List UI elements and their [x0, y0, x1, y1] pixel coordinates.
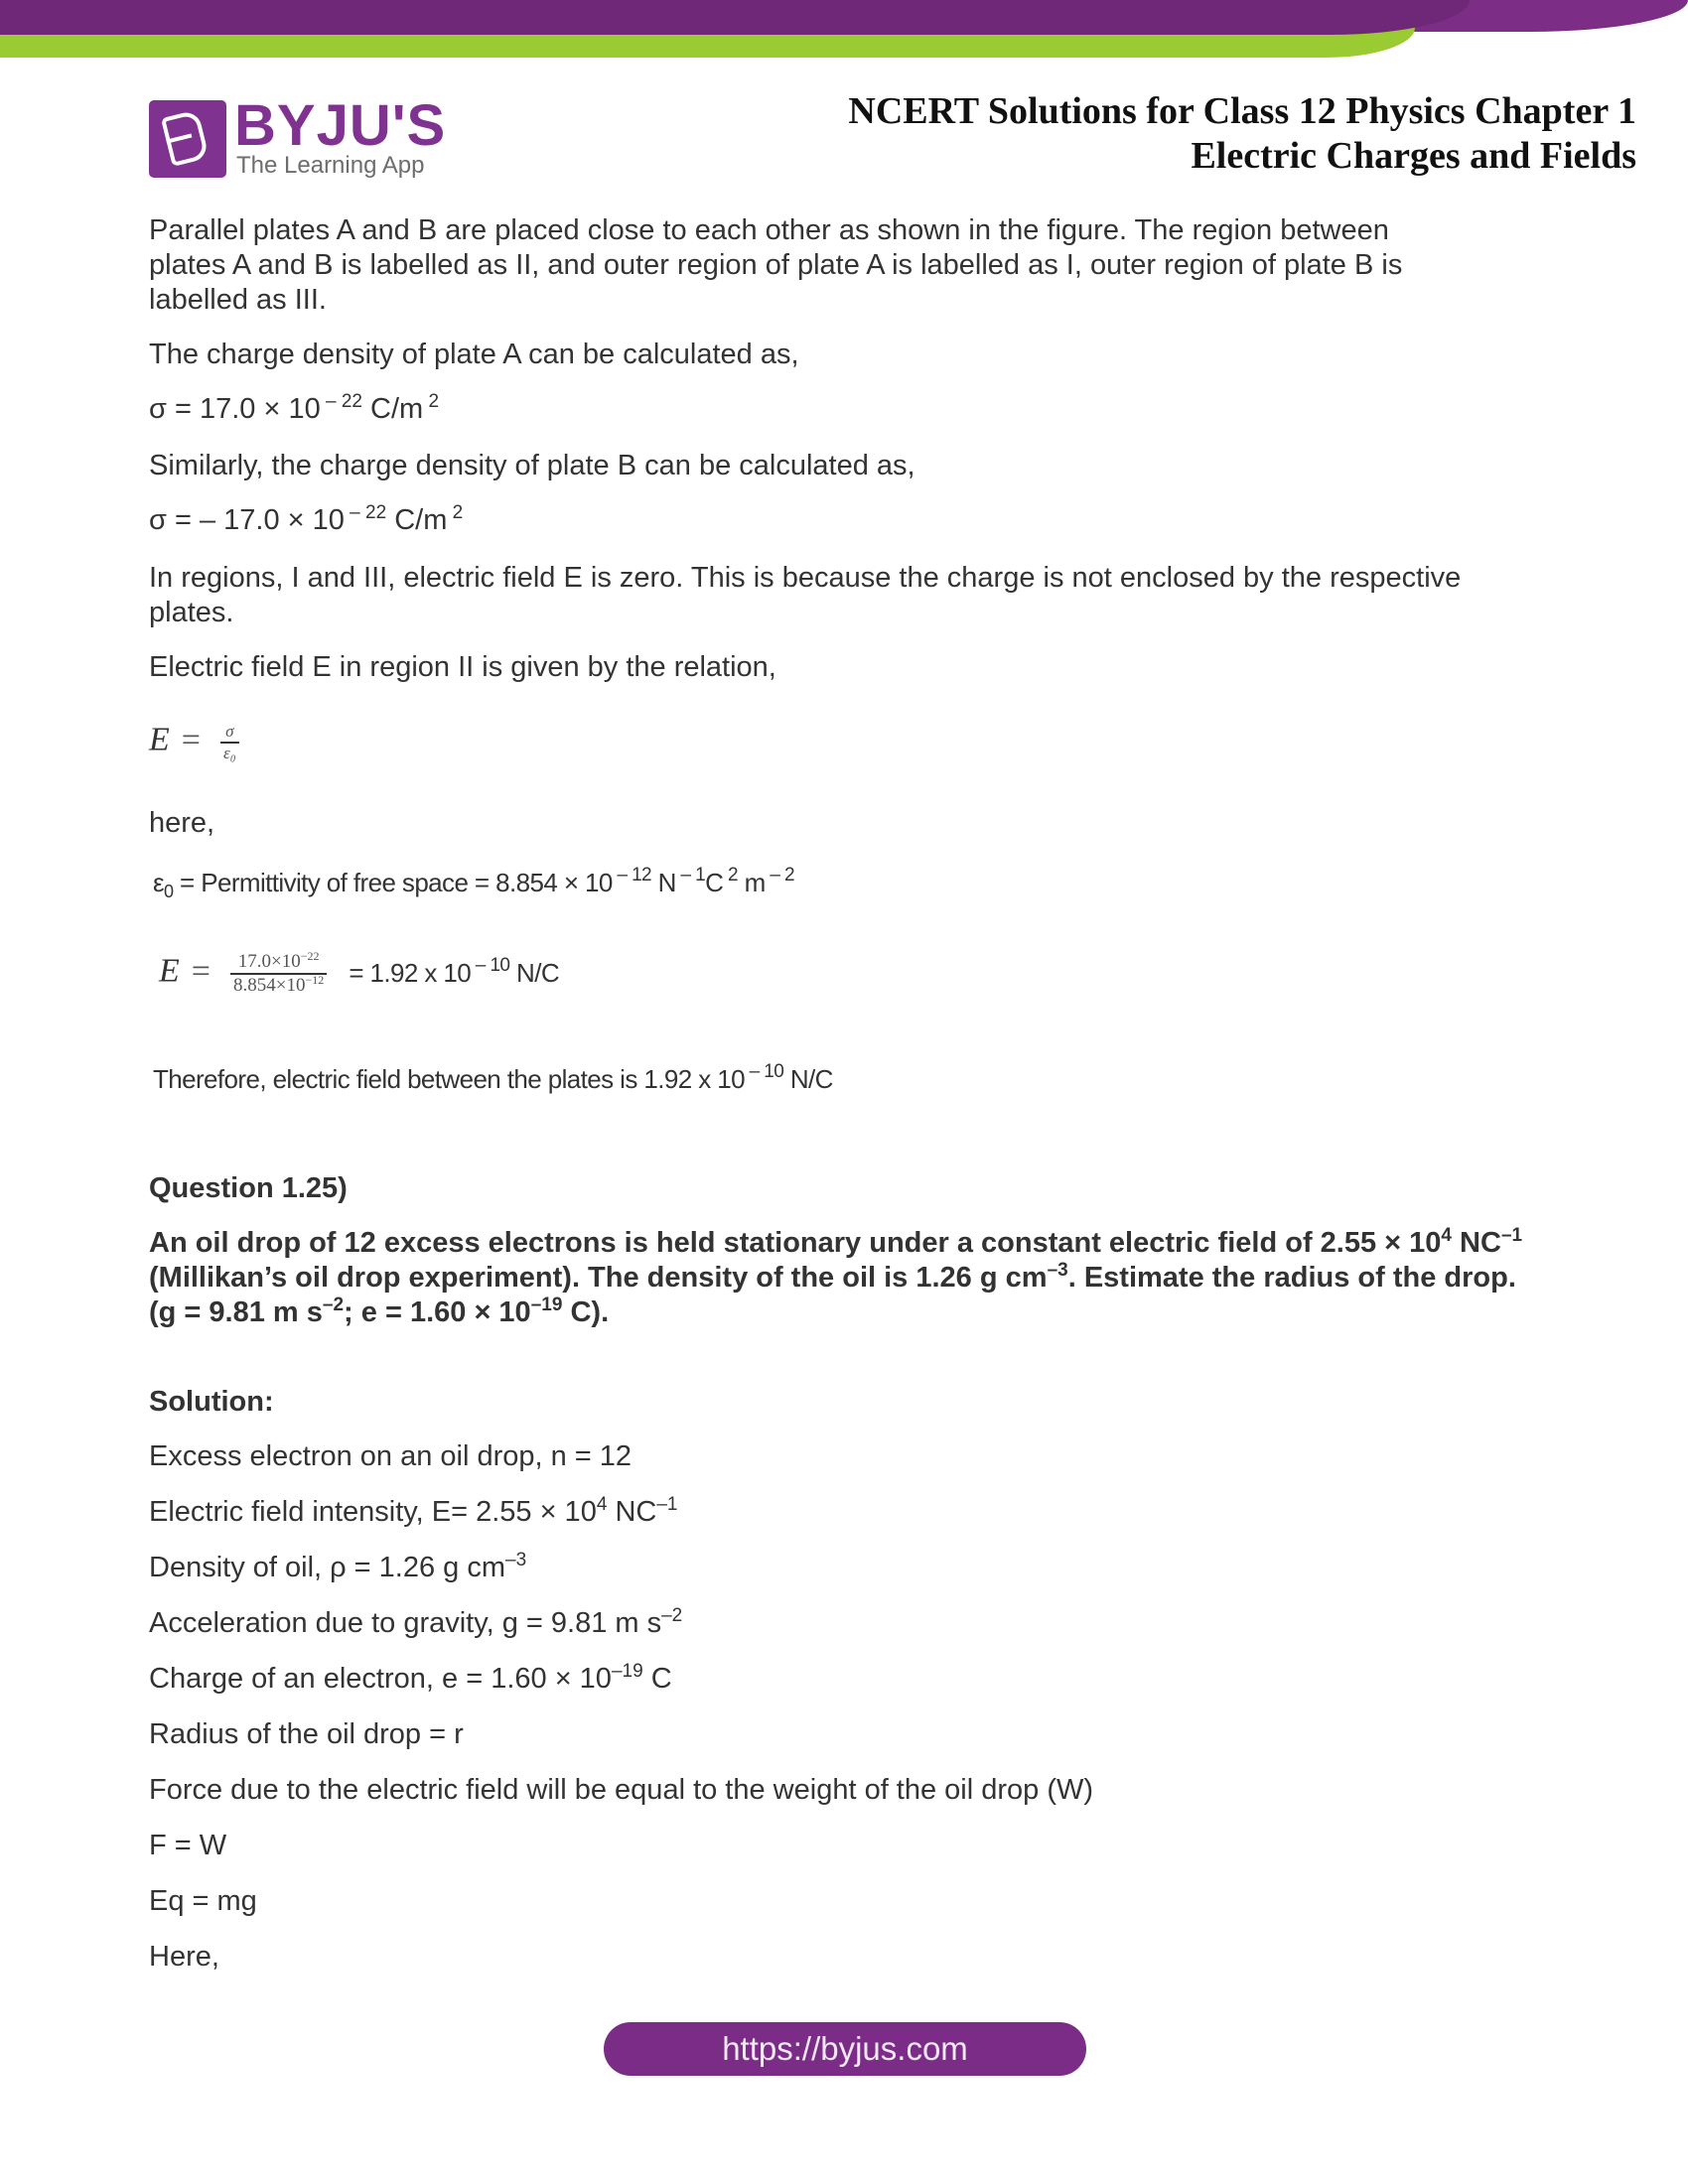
- byjus-logo[interactable]: [149, 93, 447, 179]
- solution-line: Eq = mg: [149, 1885, 257, 1917]
- logo-tagline: The Learning App: [236, 152, 425, 179]
- page-title-line-2: Electric Charges and Fields: [1191, 135, 1636, 177]
- epsilon-definition: $\varepsilon_0$ = Permittivity of free space = 8.854 × 10 $^{- 12}$ N $^{- 1}$C $^2$ m $^{- 2}$: [153, 865, 794, 902]
- sigma-b-equation: σ = – 17.0 × 10 $^{- 22}$ C/m $^2$: [149, 502, 464, 536]
- question-text: An oil drop of 12 excess electrons is held stationary under a constant electric field of $2.55 \times 10^4$ $NC^{-1}$ (Millikan’s oil drop experiment). The density of the oil is 1.26 g $cm^{-3}$. Estimate the radius of the drop. (g = 9.81 m $s^{-2}$; $e = 1.60 \times 10^{-19}$ C).: [149, 1225, 1523, 1328]
- intro-paragraph: Parallel plates A and B are placed close to each other as shown in the figure. The region between plates A and B is labelled as II, and outer region of plate A is labelled as I, outer region of plate B is labelled as III.: [149, 214, 1403, 316]
- solution-line: Force due to the electric field will be equal to the weight of the oil drop (W): [149, 1774, 1094, 1806]
- page-title-line-1: NCERT Solutions for Class 12 Physics Chapter 1: [848, 90, 1636, 132]
- solution-line: Radius of the oil drop = r: [149, 1718, 464, 1750]
- regions-zero-paragraph: In regions, I and III, electric field E is zero. This is because the charge is not enclosed by the respective plates.: [149, 562, 1462, 628]
- formula-e-sigma-over-epsilon: E = $\frac{\sigma}{\text{ε₀}}$: [149, 722, 239, 763]
- solution-line: Excess electron on an oil drop, n = 12: [149, 1440, 633, 1472]
- solution-line: Here,: [149, 1941, 219, 1973]
- solution-line: Electric field intensity, $E= 2.55 \times 10^4$ $NC^{-1}$: [149, 1494, 678, 1528]
- page-title: [848, 89, 1636, 179]
- region-ii-intro: Electric field E in region II is given by the relation,: [149, 651, 776, 683]
- question-heading: Question 1.25): [149, 1172, 348, 1204]
- therefore-conclusion: Therefore, electric field between the plates is 1.92 x 10 $^{- 10}$ N/C: [153, 1061, 833, 1094]
- solution-line: Charge of an electron, $e = 1.60 \times 10^{-19}$ C: [149, 1661, 672, 1695]
- logo-brand-name: BYJU'S: [234, 93, 447, 158]
- sigma-a-equation: σ = 17.0 × 10 $^{- 22}$ C/m $^2$: [149, 391, 440, 425]
- solution-line: Density of oil, ρ = 1.26 g $cm^{-3}$: [149, 1550, 527, 1583]
- solution-line: Acceleration due to gravity, g = 9.81 m $s^{-2}$: [149, 1605, 683, 1639]
- e-calculation: E = $\frac{17.0\times 10^{-22}}{8.854\times 10^{-12}}$ = 1.92 x 10 $^{- 10}$ N/C: [159, 949, 559, 996]
- plate-a-intro: The charge density of plate A can be calculated as,: [149, 339, 799, 370]
- header-band-purple: [0, 0, 1470, 35]
- here-label: here,: [149, 807, 215, 839]
- byjus-b-logo-icon: [149, 100, 226, 178]
- plate-b-intro: Similarly, the charge density of plate B can be calculated as,: [149, 450, 915, 481]
- footer-website-link[interactable]: https://byjus.com: [604, 2022, 1086, 2076]
- solution-label: Solution:: [149, 1386, 274, 1418]
- solution-line: F = W: [149, 1830, 227, 1861]
